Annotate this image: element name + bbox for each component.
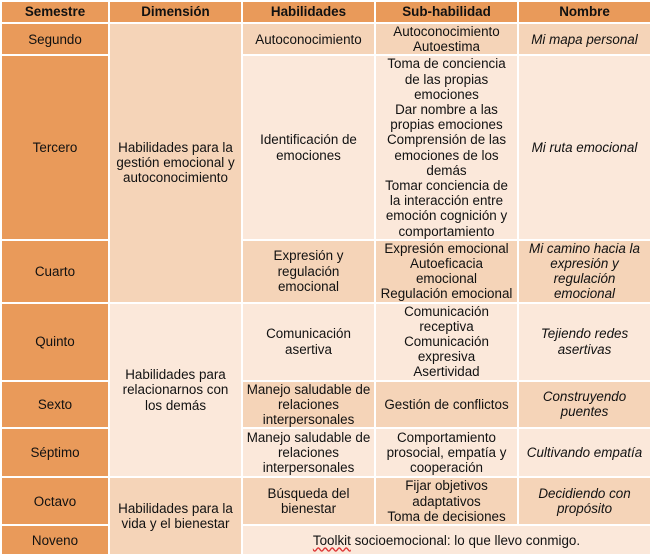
semestre-cell: Noveno xyxy=(1,525,109,555)
semestre-cell: Sexto xyxy=(1,381,109,429)
nombre-cell: Mi mapa personal xyxy=(518,23,650,55)
subhabilidad-cell xyxy=(375,55,518,239)
subhabilidad-item: Comunicación receptiva xyxy=(404,303,489,334)
table-row-tercero xyxy=(1,55,650,239)
header-nombre: Nombre xyxy=(518,1,650,23)
semestre-cell: Tercero xyxy=(1,55,109,239)
subhabilidad-item: Tomar conciencia de la interacción entre emoción cognición y comportamiento xyxy=(385,178,508,239)
habilidad-cell: Identificación de emociones xyxy=(242,55,375,239)
semestre-cell: Séptimo xyxy=(1,428,109,477)
nombre-cell: Tejiendo redes asertivas xyxy=(518,303,650,381)
header-row xyxy=(1,1,650,23)
subhabilidad-item: Fijar objetivos adaptativos xyxy=(405,478,488,509)
nombre-cell: Mi ruta emocional xyxy=(518,55,650,239)
subhabilidad-cell xyxy=(375,240,518,303)
habilidad-cell: Expresión y regulación emocional xyxy=(242,240,375,303)
semestre-cell: Octavo xyxy=(1,477,109,525)
subhabilidad-cell xyxy=(375,303,518,381)
subhabilidad-item: Gestión de conflictos xyxy=(384,396,509,412)
table-row-segundo xyxy=(1,23,650,55)
subhabilidad-item: Expresión emocional xyxy=(384,240,509,256)
nombre-cell: Mi camino hacia la expresión y regulación emocional xyxy=(518,240,650,303)
header-habilidades: Habilidades xyxy=(242,1,375,23)
habilidad-cell: Búsqueda del bienestar xyxy=(242,477,375,525)
table-row-noveno xyxy=(1,525,650,555)
habilidad-cell: Autoconocimiento xyxy=(242,23,375,55)
toolkit-cell xyxy=(242,525,650,555)
header-subhabilidad: Sub-habilidad xyxy=(375,1,518,23)
subhabilidad-item: Autoestima xyxy=(413,39,480,55)
nombre-cell: Cultivando empatía xyxy=(518,428,650,477)
table-row-septimo xyxy=(1,428,650,477)
semestre-cell: Cuarto xyxy=(1,240,109,303)
header-semestre: Semestre xyxy=(1,1,109,23)
header-dimension: Dimensión xyxy=(109,1,242,23)
semestre-cell: Quinto xyxy=(1,303,109,381)
habilidad-cell: Manejo saludable de relaciones interpersonales xyxy=(242,428,375,477)
subhabilidad-cell xyxy=(375,477,518,525)
dimension-cell-gestion-emocional: Habilidades para la gestión emocional y autoconocimiento xyxy=(109,23,242,303)
habilidad-cell: Manejo saludable de relaciones interpersonales xyxy=(242,381,375,429)
table-row-octavo xyxy=(1,477,650,525)
table-row-sexto xyxy=(1,381,650,429)
subhabilidad-item: Regulación emocional xyxy=(380,286,513,302)
toolkit-word: Toolkit xyxy=(312,532,351,548)
subhabilidad-item: Comportamiento prosocial, empatía y cooperación xyxy=(386,429,507,476)
table-row-cuarto xyxy=(1,240,650,303)
nombre-cell: Decidiendo con propósito xyxy=(518,477,650,525)
habilidad-cell: Comunicación asertiva xyxy=(242,303,375,381)
subhabilidad-item: Comprensión de las emociones de los demás xyxy=(386,132,507,178)
nombre-cell: Construyendo puentes xyxy=(518,381,650,429)
subhabilidad-item: Autoconocimiento xyxy=(393,24,500,39)
subhabilidad-item: Toma de conciencia de las propias emociones xyxy=(387,56,506,102)
subhabilidad-cell xyxy=(375,381,518,429)
subhabilidad-item: Toma de decisiones xyxy=(387,508,506,524)
subhabilidad-item: Autoeficacia emocional xyxy=(410,256,483,287)
toolkit-rest: socioemocional: lo que llevo conmigo. xyxy=(350,532,581,548)
subhabilidad-cell xyxy=(375,23,518,55)
table-row-quinto xyxy=(1,303,650,381)
dimension-cell-vida-bienestar: Habilidades para la vida y el bienestar xyxy=(109,477,242,555)
subhabilidad-item: Dar nombre a las propias emociones xyxy=(390,102,503,133)
dimension-cell-relacionarnos: Habilidades para relacionarnos con los demás xyxy=(109,303,242,478)
subhabilidad-item: Comunicación expresiva xyxy=(404,334,489,365)
semestre-cell: Segundo xyxy=(1,23,109,55)
subhabilidad-item: Asertividad xyxy=(413,364,480,380)
subhabilidad-cell xyxy=(375,428,518,477)
